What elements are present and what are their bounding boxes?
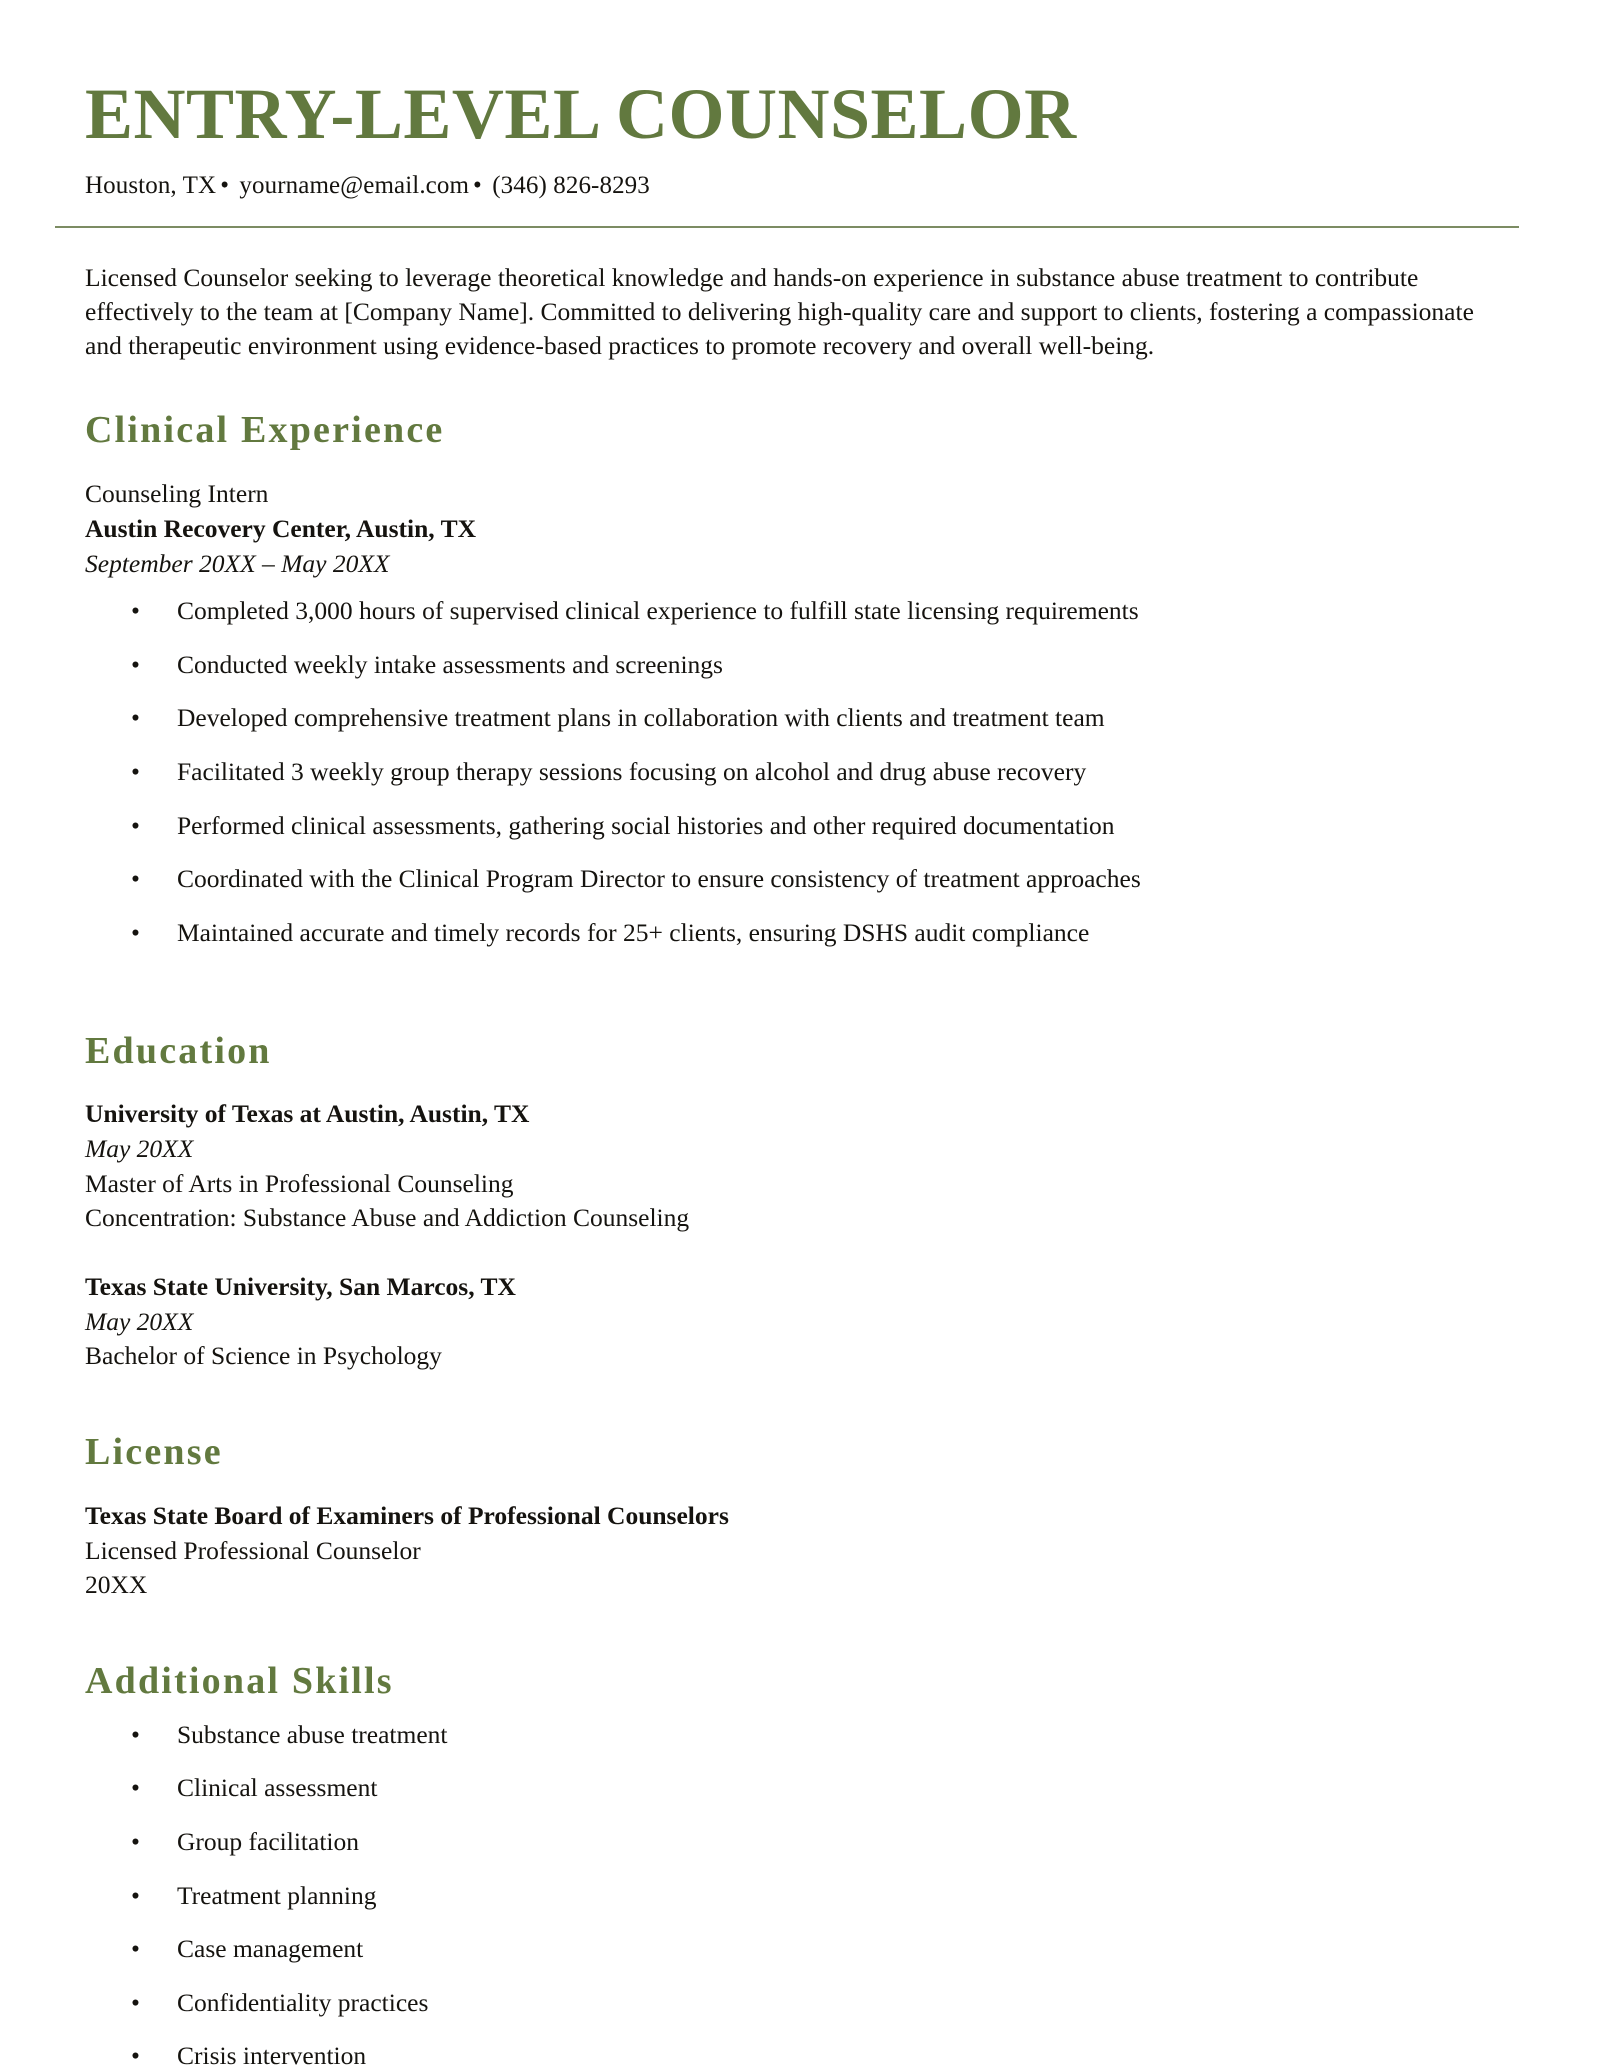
education-entry [85, 1236, 1515, 1374]
list-item [85, 702, 1515, 735]
list-item-label: Clinical assessment [177, 1773, 378, 1803]
list-item [85, 810, 1515, 843]
resume-content [85, 0, 1515, 2070]
list-item [85, 1826, 1515, 1859]
list-item [85, 1880, 1515, 1913]
contact-line [85, 151, 1515, 201]
experience-dates: September 20XX – May 20XX [85, 548, 390, 578]
list-item-label: Performed clinical assessments, gathering social histories and other required documentation [177, 810, 1115, 840]
list-item [85, 649, 1515, 682]
section-heading-license: License [85, 1431, 223, 1474]
list-item [85, 2040, 1515, 2070]
list-item-label: Crisis intervention [177, 2041, 367, 2070]
contact-separator-2: • [473, 172, 482, 200]
education-degree: Bachelor of Science in Psychology [85, 1341, 442, 1371]
professional-summary: Licensed Counselor seeking to leverage theoretical knowledge and hands-on experience in substance abuse treatment to contribute effectively to the team at [Company Name]. Committed to delivering high-quality care and support to clients, fostering a compassionate and therapeutic environment using evidence-based practices to promote recovery and overall well-being. [85, 263, 1474, 360]
bullet-icon: • [131, 1826, 140, 1856]
list-item-label: Substance abuse treatment [177, 1719, 448, 1749]
license-credential: Licensed Professional Counselor [85, 1535, 421, 1565]
list-item-label: Case management [177, 1934, 364, 1964]
list-item-label: Confidentiality practices [177, 1987, 429, 2017]
bullet-icon: • [131, 649, 140, 679]
experience-bullet-list [85, 581, 1515, 949]
license-year: 20XX [85, 1570, 148, 1600]
section-heading-additional-skills: Additional Skills [85, 1659, 394, 1702]
list-item [85, 595, 1515, 628]
bullet-icon: • [131, 757, 140, 787]
education-school: University of Texas at Austin, Austin, TX [85, 1099, 530, 1129]
bullet-icon: • [131, 1773, 140, 1803]
education-date: May 20XX [85, 1306, 194, 1336]
experience-organization: Austin Recovery Center, Austin, TX [85, 513, 477, 543]
bullet-icon: • [131, 1880, 140, 1910]
experience-job-title: Counseling Intern [85, 479, 269, 509]
bullet-icon: • [131, 596, 140, 626]
skills-list [85, 1703, 1515, 2070]
license-board: Texas State Board of Examiners of Professional Counselors [85, 1500, 729, 1530]
list-item-label: Completed 3,000 hours of supervised clinical experience to fulfill state licensing requirements [177, 596, 1139, 626]
education-degree: Master of Arts in Professional Counseling [85, 1168, 514, 1198]
section-heading-education: Education [85, 1029, 272, 1072]
list-item-label: Coordinated with the Clinical Program Director to ensure consistency of treatment approaches [177, 864, 1141, 894]
bullet-icon: • [131, 1719, 140, 1749]
list-item [85, 756, 1515, 789]
page-title: ENTRY-LEVEL COUNSELOR [85, 74, 1077, 154]
contact-location: Houston, TX [85, 172, 217, 200]
bullet-icon: • [131, 2041, 140, 2070]
list-item-label: Facilitated 3 weekly group therapy sessions focusing on alcohol and drug abuse recovery [177, 757, 1087, 787]
bullet-icon: • [131, 1934, 140, 1964]
education-entry [85, 1072, 1515, 1236]
list-item-label: Maintained accurate and timely records for 25+ clients, ensuring DSHS audit compliance [177, 917, 1090, 947]
bullet-icon: • [131, 810, 140, 840]
experience-entry [85, 452, 1515, 949]
bullet-icon: • [131, 917, 140, 947]
list-item [85, 917, 1515, 950]
bullet-icon: • [131, 864, 140, 894]
education-date: May 20XX [85, 1134, 194, 1164]
list-item [85, 863, 1515, 896]
bullet-icon: • [131, 703, 140, 733]
education-concentration: Concentration: Substance Abuse and Addiction Counseling [85, 1203, 690, 1233]
list-item-label: Conducted weekly intake assessments and screenings [177, 649, 723, 679]
list-item-label: Developed comprehensive treatment plans in collaboration with clients and treatment team [177, 703, 1105, 733]
list-item [85, 1987, 1515, 2020]
bullet-icon: • [131, 1987, 140, 2017]
list-item [85, 1719, 1515, 1752]
list-item [85, 1933, 1515, 1966]
contact-email[interactable]: yourname@email.com [239, 172, 470, 200]
list-item-label: Group facilitation [177, 1826, 359, 1856]
contact-separator-1: • [220, 172, 230, 200]
license-entry [85, 1474, 1515, 1603]
contact-phone[interactable]: (346) 826-8293 [492, 172, 650, 200]
list-item [85, 1772, 1515, 1805]
list-item-label: Treatment planning [177, 1880, 377, 1910]
section-heading-clinical-experience: Clinical Experience [85, 409, 445, 452]
education-school: Texas State University, San Marcos, TX [85, 1272, 516, 1302]
